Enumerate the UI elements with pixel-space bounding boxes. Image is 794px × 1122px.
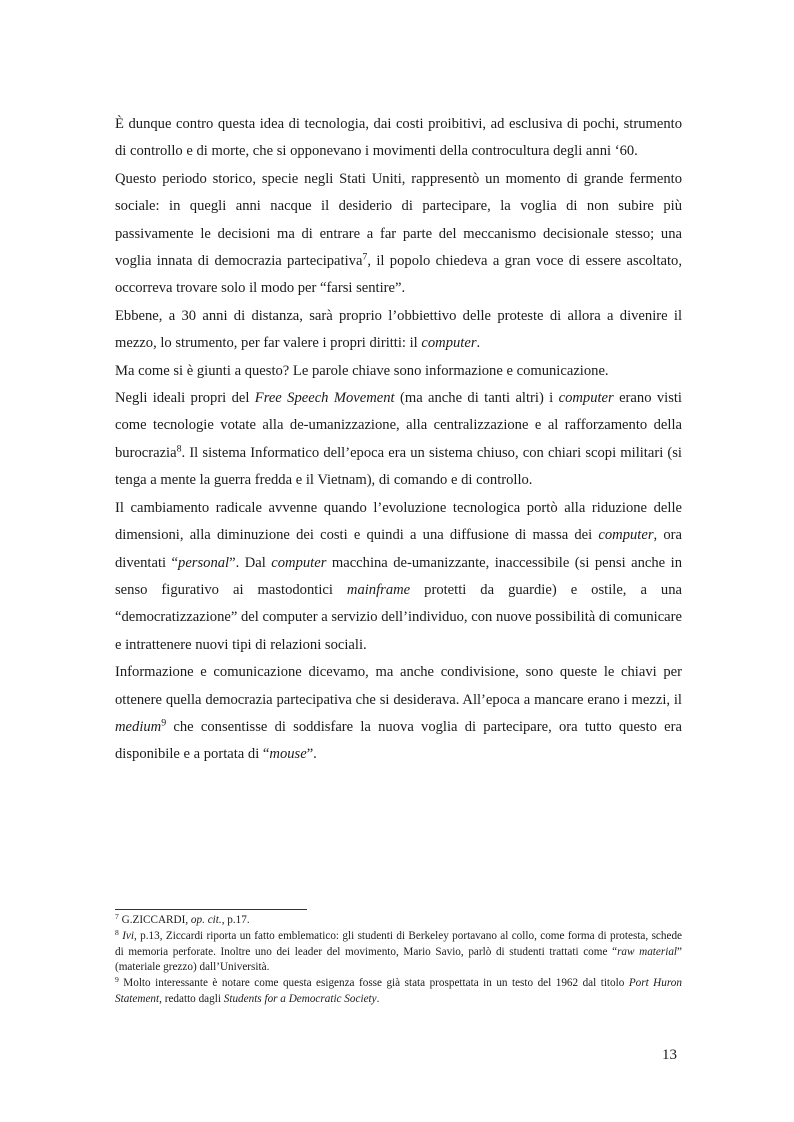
paragraph-3: Ebbene, a 30 anni di distanza, sarà proprio l’obbiettivo delle proteste di allora a divenire il mezzo, lo strumento, per far valere i propri diritti: il computer. — [115, 307, 682, 352]
footnote-ref-7: 7 — [362, 251, 368, 263]
paragraph-1: È dunque contro questa idea di tecnologia, dai costi proibitivi, ad esclusiva di pochi, strumento di controllo e di morte, che si opponevano i movimenti della controcultura degli anni ‘60. — [115, 116, 682, 160]
footnote-9: $^9$ Molto interessante è notare come questa esigenza fosse già stata prospettata in un testo del 1962 dal titolo Port Huron Statement, redatto dagli Students for a Democratic Society. — [115, 975, 682, 1005]
paragraph-6: Il cambiamento radicale avvenne quando l’evoluzione tecnologica portò alla riduzione delle dimensioni, alla diminuzione dei costi e quindi a una diffusione di massa dei computer, ora diventati “personal”. Dal computer macchina de-umanizzante, inaccessibile (si pensi anche in senso figurativo ai mastodontici mainframe protetti da guardie) e ostile, a una “democratizzazione” del computer a servizio dell’individuo, con nuove possibilità di comunicare e intrattenere nuovi tipi di relazioni sociali. — [115, 499, 682, 653]
footnote-ref-9: 9 — [161, 717, 167, 729]
paragraph-2: Questo periodo storico, specie negli Stati Uniti, rappresentò un momento di grande fermento sociale: in quegli anni nacque il desiderio di partecipare, la voglia di non subire più passivamente le decisioni ma di entrare a far parte del meccanismo decisionale stesso; una voglia innata di democrazia partecipativa$^7$, il popolo chiedeva a gran voce di essere ascoltato, occorreva trovare solo il modo per “farsi sentire”. — [115, 170, 682, 297]
paragraph-5: Negli ideali propri del Free Speech Movement (ma anche di tanti altri) i computer erano visti come tecnologie votate alla de-umanizzazione, alla centralizzazione e al rafforzamento della burocrazia$^8$. Il sistema Informatico dell’epoca era un sistema chiuso, con chiari scopi militari (si tenga a mente la guerra fredda e il Vietnam), di comando e di controllo. — [115, 390, 682, 489]
main-text — [115, 111, 682, 769]
footnote-7: $^7$ G.ZICCARDI, op. cit., p.17. — [115, 911, 250, 926]
paragraph-4: Ma come si è giunti a questo? Le parole chiave sono informazione e comunicazione. — [115, 362, 609, 379]
footnote-ref-8: 8 — [176, 443, 182, 455]
footnote-separator — [115, 909, 307, 910]
page-number: 13 — [662, 1047, 677, 1063]
footnote-8: $^8$ Ivi, p.13, Ziccardi riporta un fatto emblematico: gli studenti di Berkeley portavano al collo, come forma di protesta, schede di memoria perforate. Inoltre uno dei leader del movimento, Mario Savio, parlò di studenti trattati come “raw material” (materiale grezzo) dall’Università. — [115, 927, 683, 974]
paragraph-7: Informazione e comunicazione dicevamo, ma anche condivisione, sono queste le chiavi per ottenere quella democrazia partecipativa che si desiderava. All’epoca a mancare erano i mezzi, il medium$^9$ che consentisse di soddisfare la nuova voglia di partecipare, ora tutto questo era disponibile e a portata di “mouse”. — [115, 664, 682, 763]
footnotes — [115, 913, 682, 1008]
